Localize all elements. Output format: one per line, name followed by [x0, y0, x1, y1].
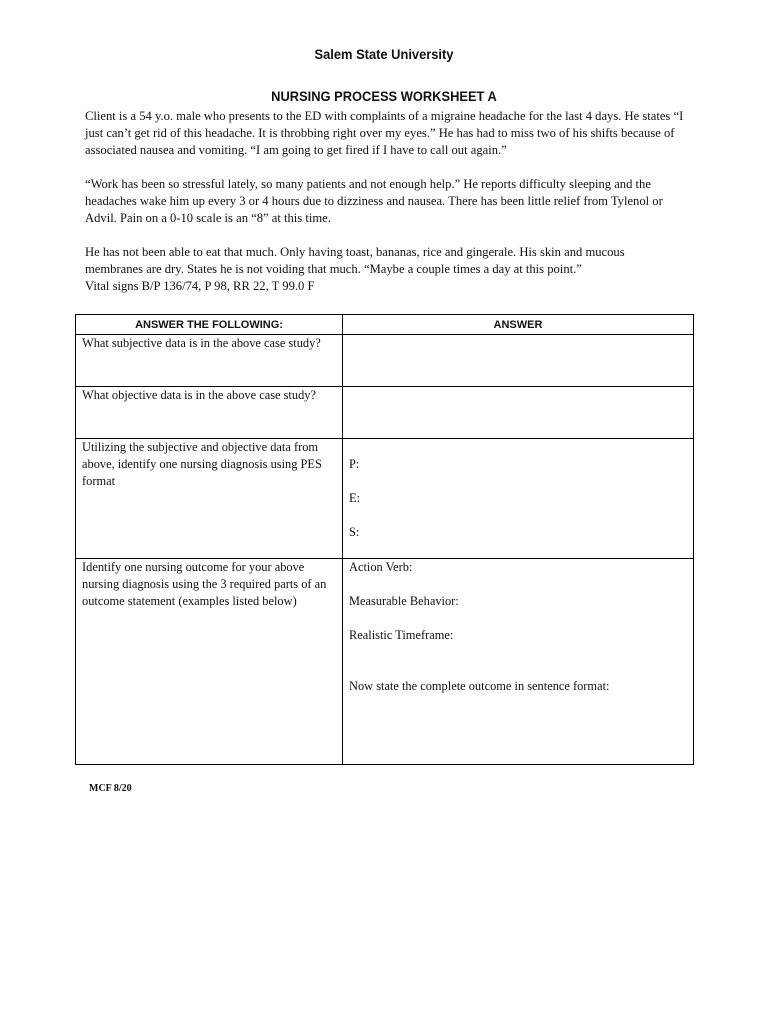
- table-row: [76, 439, 694, 559]
- question-cell: [76, 335, 343, 387]
- document-title: NURSING PROCESS WORKSHEET A: [271, 88, 497, 104]
- realistic-timeframe-label: Realistic Timeframe:: [349, 628, 454, 642]
- header-question: ANSWER THE FOLLOWING:: [76, 315, 343, 335]
- question-cell: [76, 387, 343, 439]
- question-objective: What objective data is in the above case study?: [82, 388, 316, 402]
- answer-cell-subjective[interactable]: [343, 335, 694, 387]
- case-paragraph-2: “Work has been so stressful lately, so many patients and not enough help.” He reports difficulty sleeping and the headaches wake him up every 3 or 4 hours due to dizziness and nausea. There has been little relief from Tylenol or Advil. Pain on a 0-10 scale is an “8” at this time.: [85, 177, 663, 225]
- header-answer: ANSWER: [343, 315, 694, 335]
- complete-outcome-label: Now state the complete outcome in sentence format:: [349, 679, 610, 693]
- case-study: [85, 108, 685, 295]
- question-subjective: What subjective data is in the above case study?: [82, 336, 321, 350]
- question-nursing-outcome: Identify one nursing outcome for your above nursing diagnosis using the 3 required parts of an outcome statement (examples listed below): [82, 560, 327, 608]
- table-row: [76, 335, 694, 387]
- measurable-behavior-label: Measurable Behavior:: [349, 594, 459, 608]
- vital-signs: Vital signs B/P 136/74, P 98, RR 22, T 99.0 F: [85, 279, 315, 293]
- table-row: [76, 559, 694, 765]
- answer-cell-objective[interactable]: [343, 387, 694, 439]
- question-cell: [76, 439, 343, 559]
- answer-cell-outcome[interactable]: [343, 559, 694, 765]
- question-nursing-diagnosis: Utilizing the subjective and objective data from above, identify one nursing diagnosis using PES format: [82, 440, 322, 488]
- form-code: MCF 8/20: [89, 783, 132, 794]
- pes-symptoms-label: S:: [349, 525, 360, 539]
- case-paragraph-1: Client is a 54 y.o. male who presents to the ED with complaints of a migraine headache for the last 4 days. He states “I just can’t get rid of this headache. It is throbbing right over my eyes.” He has had to miss two of his shifts because of associated nausea and vomiting. “I am going to get fired if I have to call out again.”: [85, 109, 684, 157]
- pes-problem-label: P:: [349, 457, 360, 471]
- case-paragraph-3: He has not been able to eat that much. Only having toast, bananas, rice and gingerale. His skin and mucous membranes are dry. States he is not voiding that much. “Maybe a couple times a day at this point.”: [85, 245, 625, 276]
- pes-etiology-label: E:: [349, 491, 361, 505]
- table-row: [76, 387, 694, 439]
- action-verb-label: Action Verb:: [349, 560, 413, 574]
- worksheet-table: [75, 314, 694, 765]
- answer-cell-diagnosis[interactable]: [343, 439, 694, 559]
- university-title: Salem State University: [314, 46, 454, 62]
- table-header-row: [76, 315, 694, 335]
- question-cell: [76, 559, 343, 765]
